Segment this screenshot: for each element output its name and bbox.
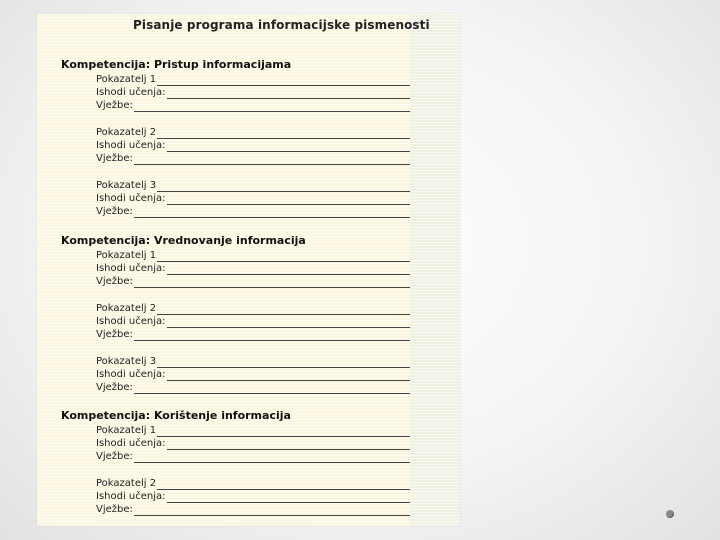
- blank-line: [167, 194, 410, 205]
- blank-line: [134, 101, 410, 112]
- indicator-field: [96, 180, 410, 192]
- blank-line: [134, 452, 410, 463]
- indicator-label: Pokazatelj 2: [96, 127, 157, 138]
- exercises-field: [96, 206, 410, 218]
- outcomes-field: [96, 263, 410, 275]
- blank-line: [167, 264, 410, 275]
- outcomes-label: Ishodi učenja:: [96, 263, 166, 274]
- slide-bullet-dot: [666, 510, 674, 518]
- blank-line: [167, 492, 410, 503]
- page-margin-strip: [410, 14, 460, 526]
- outcomes-label: Ishodi učenja:: [96, 491, 166, 502]
- indicator-label: Pokazatelj 2: [96, 478, 157, 489]
- exercises-field: [96, 100, 410, 112]
- outcomes-label: Ishodi učenja:: [96, 438, 166, 449]
- blank-line: [157, 181, 410, 192]
- exercises-field: [96, 382, 410, 394]
- blank-line: [134, 154, 410, 165]
- outcomes-label: Ishodi učenja:: [96, 193, 166, 204]
- blank-line: [167, 141, 410, 152]
- worksheet-page: [37, 14, 460, 526]
- competency-heading-access: Kompetencija: Pristup informacijama: [61, 58, 292, 71]
- outcomes-field: [96, 140, 410, 152]
- exercises-label: Vježbe:: [96, 100, 133, 111]
- document-title: Pisanje programa informacijske pismenosti: [133, 18, 430, 32]
- outcomes-field: [96, 369, 410, 381]
- exercises-field: [96, 504, 410, 516]
- exercises-field: [96, 153, 410, 165]
- exercises-label: Vježbe:: [96, 329, 133, 340]
- indicator-field: [96, 356, 410, 368]
- competency-heading-evaluation: Kompetencija: Vrednovanje informacija: [61, 234, 306, 247]
- exercises-field: [96, 276, 410, 288]
- competency-heading-usage: Kompetencija: Korištenje informacija: [61, 409, 291, 422]
- indicator-field: [96, 250, 410, 262]
- blank-line: [167, 317, 410, 328]
- blank-line: [134, 277, 410, 288]
- exercises-field: [96, 329, 410, 341]
- indicator-label: Pokazatelj 3: [96, 356, 157, 367]
- exercises-field: [96, 451, 410, 463]
- blank-line: [157, 251, 410, 262]
- indicator-field: [96, 74, 410, 86]
- exercises-label: Vježbe:: [96, 276, 133, 287]
- exercises-label: Vježbe:: [96, 504, 133, 515]
- indicator-label: Pokazatelj 2: [96, 303, 157, 314]
- exercises-label: Vježbe:: [96, 382, 133, 393]
- exercises-label: Vježbe:: [96, 206, 133, 217]
- indicator-field: [96, 478, 410, 490]
- outcomes-label: Ishodi učenja:: [96, 87, 166, 98]
- blank-line: [134, 383, 410, 394]
- indicator-field: [96, 303, 410, 315]
- indicator-field: [96, 425, 410, 437]
- blank-line: [134, 505, 410, 516]
- indicator-label: Pokazatelj 3: [96, 180, 157, 191]
- indicator-label: Pokazatelj 1: [96, 425, 157, 436]
- exercises-label: Vježbe:: [96, 451, 133, 462]
- indicator-field: [96, 127, 410, 139]
- blank-line: [167, 88, 410, 99]
- blank-line: [157, 75, 410, 86]
- outcomes-field: [96, 87, 410, 99]
- outcomes-field: [96, 193, 410, 205]
- blank-line: [157, 426, 410, 437]
- outcomes-field: [96, 491, 410, 503]
- outcomes-label: Ishodi učenja:: [96, 140, 166, 151]
- blank-line: [167, 439, 410, 450]
- blank-line: [134, 330, 410, 341]
- outcomes-label: Ishodi učenja:: [96, 316, 166, 327]
- indicator-label: Pokazatelj 1: [96, 74, 157, 85]
- blank-line: [157, 357, 410, 368]
- exercises-label: Vježbe:: [96, 153, 133, 164]
- blank-line: [157, 128, 410, 139]
- blank-line: [157, 304, 410, 315]
- blank-line: [167, 370, 410, 381]
- outcomes-field: [96, 438, 410, 450]
- outcomes-label: Ishodi učenja:: [96, 369, 166, 380]
- blank-line: [134, 207, 410, 218]
- indicator-label: Pokazatelj 1: [96, 250, 157, 261]
- outcomes-field: [96, 316, 410, 328]
- blank-line: [157, 479, 410, 490]
